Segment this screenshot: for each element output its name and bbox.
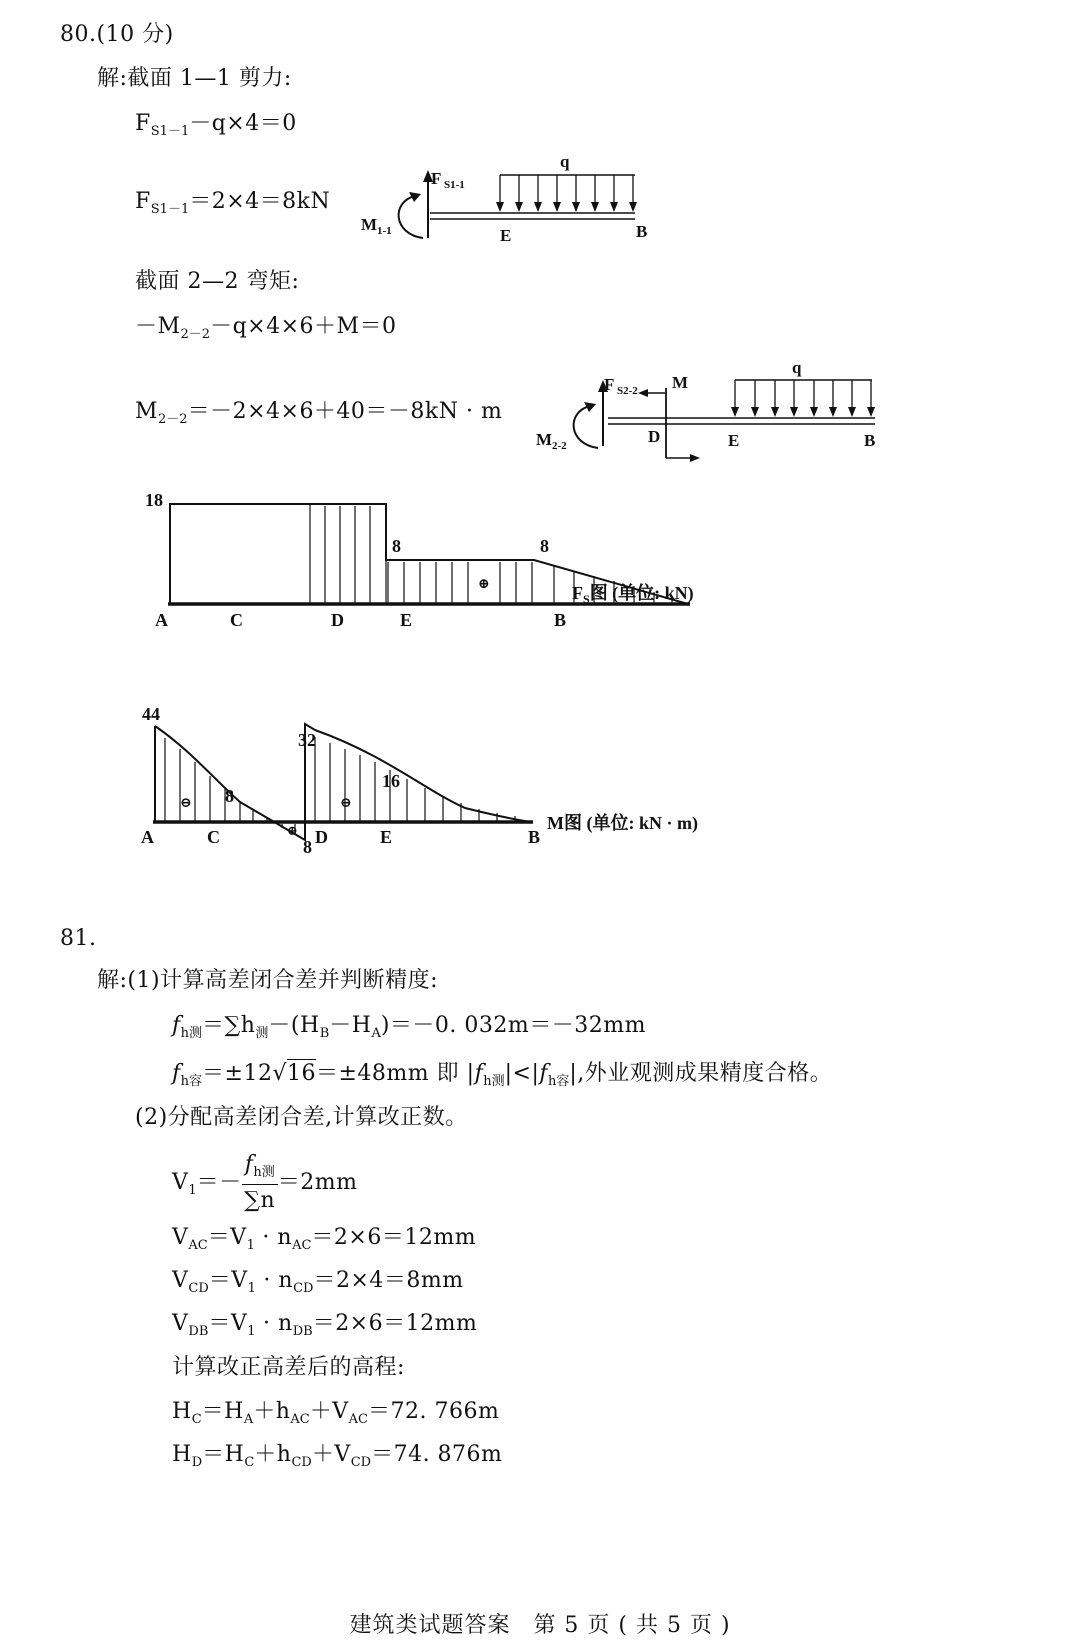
moment-axis-label-a: A	[141, 827, 154, 847]
shear-axis-label-e: E	[400, 610, 413, 630]
point-label-e: E	[500, 226, 512, 245]
page-footer: 建筑类试题答案 第 5 页 ( 共 5 页 )	[349, 1613, 731, 1638]
positive-sign-icon: ⊕	[478, 577, 490, 592]
correction-per-station: $V_1=-$ $\frac{f_{h测}}{\sum n}$ ＝2mm	[172, 1152, 358, 1213]
closure-error-line: $f_{h测}=\sum h_测-(H_B-H_A)=-0$. 032m＝－32mm	[172, 1013, 646, 1041]
shear-force-diagram	[140, 480, 780, 640]
correction-ac: $V_{AC}=V_1 \cdot n_{AC}=2\times 6=12mm$	[172, 1225, 477, 1253]
applied-moment-label: M	[672, 373, 689, 392]
moment-axis-label-d: D	[315, 827, 328, 847]
solution-intro: 解:截面 1—1 剪力:	[97, 66, 292, 91]
moment-value-16: 16	[382, 771, 400, 791]
question-81-number: 81.	[60, 926, 97, 951]
shear-value-8-right: 8	[540, 536, 549, 556]
equation-moment-1: $-M_{2-2}-q\times 4\times 6+M=0$	[135, 314, 397, 342]
shear-value-18: 18	[145, 490, 163, 510]
negative-sign-icon-2: ⊖	[340, 796, 352, 811]
moment-label-2: M	[536, 430, 553, 449]
moment-label: M	[361, 215, 378, 234]
moment-value-8-bottom: 8	[303, 837, 312, 857]
correction-cd: $V_{CD}=V_1 \cdot n_{CD}=2\times 4=8mm$	[172, 1268, 464, 1296]
shear-axis-label-d: D	[331, 610, 344, 630]
svg-text:S2-2: S2-2	[617, 385, 638, 397]
equation-moment-2: $M_{2-2}=-2\times 4\times 6+40=-8kN \cdot m$	[135, 399, 503, 427]
load-label-q-2: q	[792, 358, 802, 377]
shear-diagram-caption: $F_S$图 (单位: kN)	[572, 583, 694, 606]
svg-text:1-1: 1-1	[377, 225, 392, 237]
free-body-diagram-2	[530, 360, 900, 470]
shear-force-label: F	[431, 169, 442, 188]
svg-text:2-2: 2-2	[552, 440, 567, 452]
moment-diagram-caption: M图 (单位: kN · m)	[547, 813, 698, 833]
svg-text:S1-1: S1-1	[444, 179, 465, 191]
section-2-heading: 截面 2—2 弯矩:	[135, 269, 300, 294]
elevation-c: $H_C=H_A+h_{AC}+V_{AC}=72$. 766m	[172, 1399, 500, 1427]
question-score: (10 分)	[96, 22, 174, 47]
distributed-load-arrows-2	[731, 380, 875, 417]
q81-step-1: 解:(1)计算高差闭合差并判断精度:	[97, 968, 438, 993]
equation-shear-1: $F_{S1-1}-q\times 4=0$	[135, 111, 297, 139]
point-label-d: D	[648, 427, 661, 446]
question-number: 80.	[60, 22, 97, 47]
moment-axis-label-e: E	[380, 827, 393, 847]
moment-axis-label-b: B	[528, 827, 541, 847]
equation-shear-2: $F_{S1-1}=2\times 4=8kN$	[135, 189, 331, 217]
moment-axis-label-c: C	[207, 827, 220, 847]
negative-sign-icon-1: ⊖	[180, 796, 192, 811]
shear-axis-label-a: A	[155, 610, 168, 630]
moment-value-32: 32	[298, 730, 316, 750]
shear-value-8-left: 8	[392, 536, 401, 556]
shear-axis-label-c: C	[230, 610, 243, 630]
moment-value-8-top: 8	[225, 786, 234, 806]
free-body-diagram-1	[355, 150, 665, 250]
q81-step-2: (2)分配高差闭合差,计算改正数。	[135, 1105, 468, 1130]
question-80-header	[60, 24, 174, 46]
moment-value-44: 44	[142, 704, 160, 724]
positive-sign-icon-2: ⊕	[287, 823, 298, 838]
elevation-title: 计算改正高差后的高程:	[172, 1355, 405, 1380]
correction-db: $V_{DB}=V_1 \cdot n_{DB}=2\times 6=12mm$	[172, 1311, 478, 1339]
allowable-error-line: $f_{h容}=\pm 12√16=\pm 48mm$ 即 $|f_{h测}|<|f_{h容}|$,外业观测成果精度合格。	[172, 1061, 833, 1089]
bending-moment-diagram	[135, 700, 775, 870]
elevation-d: $H_D=H_C+h_{CD}+V_{CD}=74$. 876m	[172, 1442, 503, 1470]
shear-axis-label-b: B	[554, 610, 567, 630]
shear-force-label-2: F	[604, 375, 615, 394]
point-label-e-2: E	[728, 431, 740, 450]
load-label-q: q	[560, 152, 570, 171]
distributed-load-arrows	[496, 175, 637, 212]
point-label-b: B	[636, 222, 648, 241]
point-label-b-2: B	[864, 431, 876, 450]
